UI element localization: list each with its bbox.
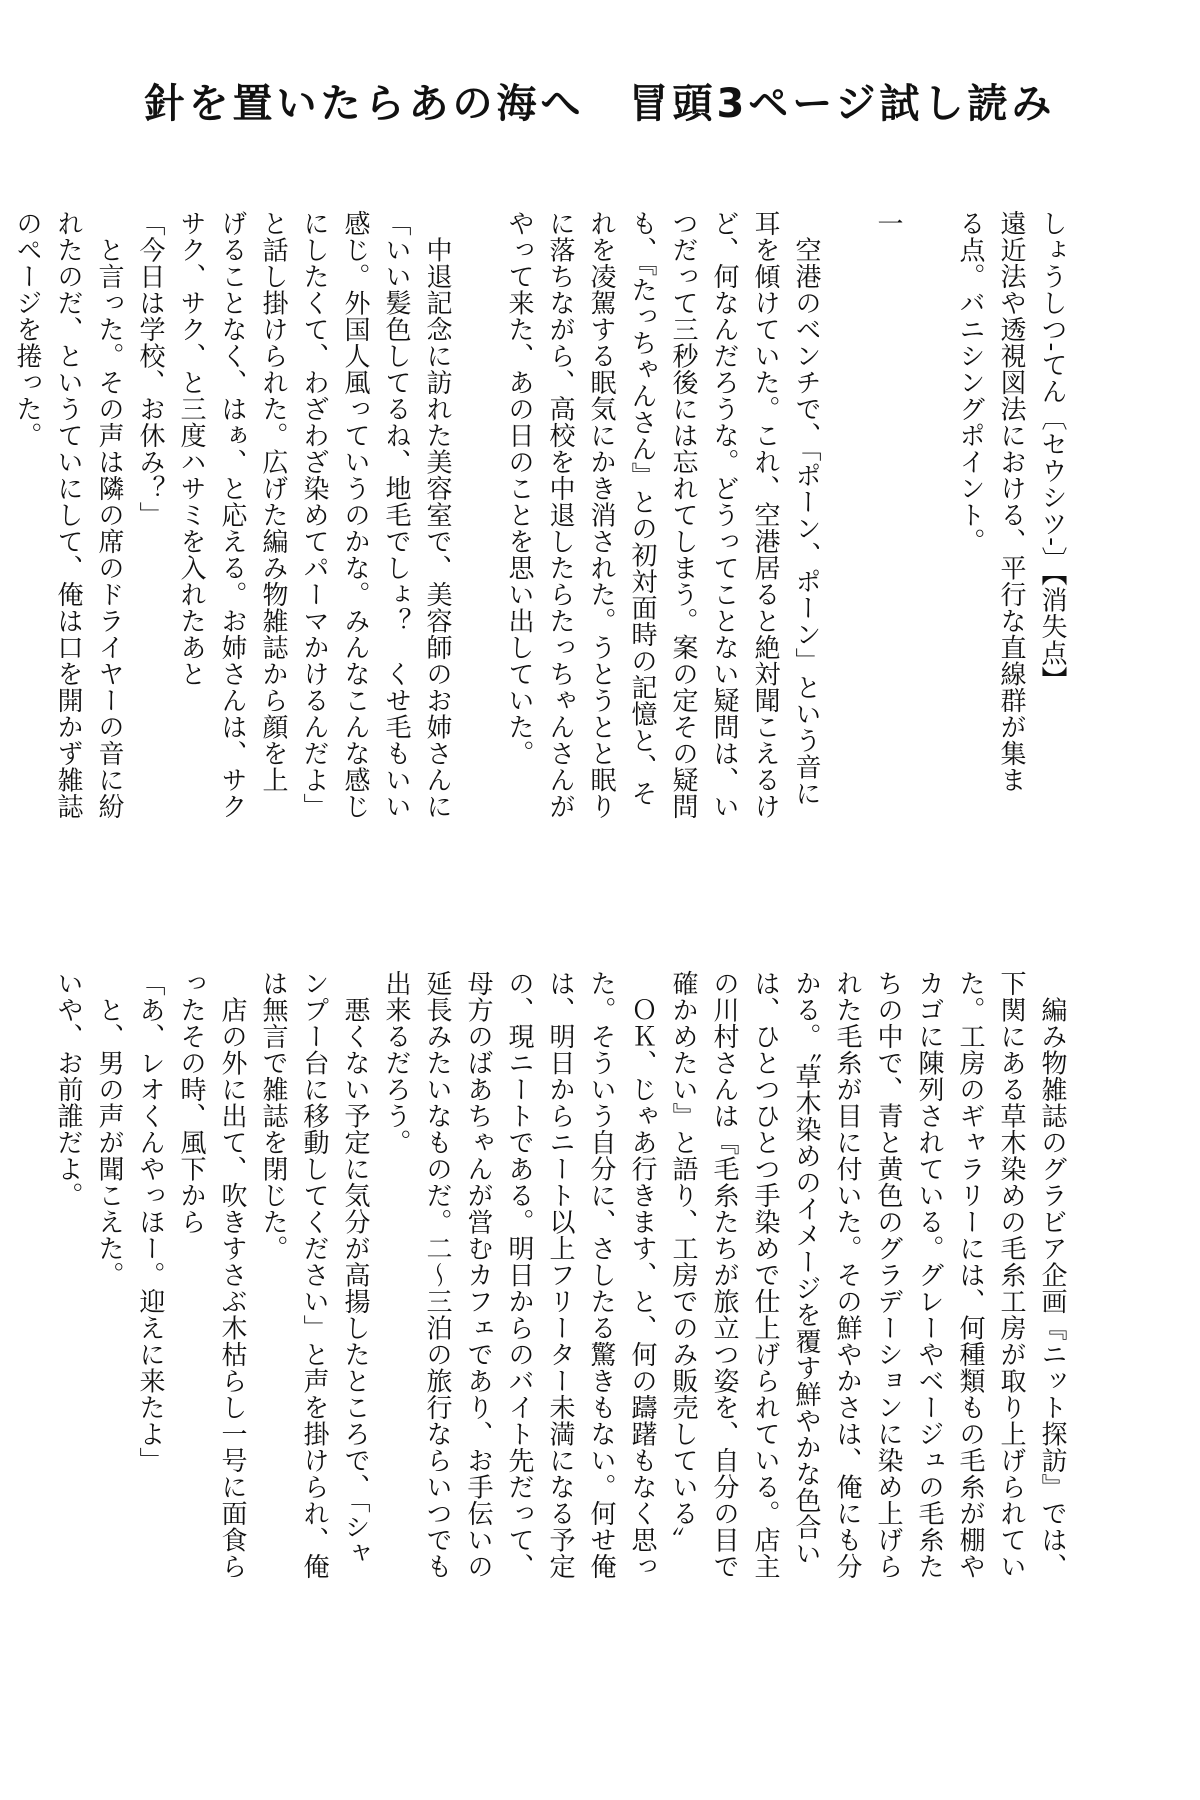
text-line: れた毛糸が目に付いた。その鮮やかさは、俺にも分 [832, 970, 862, 1580]
page-title: 針を置いたらあの海へ 冒頭3ページ試し読み [144, 81, 1056, 127]
text-line: は無言で雑誌を閉じた。 [258, 970, 288, 1262]
text-line: と話し掛けられた。広げた編み物雑誌から顔を上 [258, 210, 288, 793]
epigraph-line: しょうしつ‐てん〔セウシツ‐〕【消失点】 [1037, 210, 1067, 693]
text-line: 下関にある草木染めの毛糸工房が取り上げられてい [996, 970, 1026, 1580]
text-line: いや、お前誰だよ。 [53, 970, 83, 1209]
text-line: 耳を傾けていた。これ、空港居ると絶対聞こえるけ [750, 210, 780, 820]
text-line: かる。〝草木染めのイメージを覆す鮮やかな色合い [791, 970, 821, 1567]
text-line: も、『たっちゃんさん』との初対面時の記憶と、そ [627, 210, 657, 807]
text-line: 出来るだろう。 [381, 970, 411, 1156]
text-line: と、男の声が聞こえた。 [94, 970, 124, 1288]
spacer [457, 210, 498, 850]
text-line: た。そういう自分に、さしたる驚きもない。何せ俺 [586, 970, 616, 1580]
text-line: ったその時、風下から [176, 970, 206, 1235]
text-line: れを凌駕する眠気にかき消された。うとうとと眠り [586, 210, 616, 820]
text-line: ンプー台に移動してください」と声を掛けられ、俺 [299, 970, 329, 1580]
text-line: れたのだ、というていにして、俺は口を開かず雑誌 [53, 210, 83, 820]
text-line: の、現ニートである。明日からのバイト先だって、 [504, 970, 534, 1580]
text-line: 「あ、レオくんやっほー。迎えに来たよ」 [135, 970, 165, 1474]
text-line: 悪くない予定に気分が高揚したところで、「シャ [340, 970, 370, 1567]
text-line: ＯＫ、じゃあ行きます、と、何の躊躇もなく思っ [627, 970, 657, 1580]
text-line: 延長みたいなものだ。二～三泊の旅行ならいつでも [422, 970, 452, 1580]
text-line: 母方のばあちゃんが営むカフェであり、お手伝いの [463, 970, 493, 1580]
text-line: 空港のベンチで、「ポーン、ポーン」という音に [791, 210, 821, 807]
text-line: に落ちながら、高校を中退したらたっちゃんさんが [545, 210, 575, 820]
spacer [908, 210, 949, 850]
text-line: た。工房のギャラリーには、何種類もの毛糸が棚や [955, 970, 985, 1580]
text-line: 「いい髪色してるね、地毛でしょ？ くせ毛もいい [381, 210, 411, 820]
epigraph-line: る点。バニシングポイント。 [955, 210, 985, 555]
text-line: ど、何なんだろうな。どうってことない疑問は、い [709, 210, 739, 820]
spacer [826, 210, 867, 850]
text-line: やって来た、あの日のことを思い出していた。 [504, 210, 534, 767]
text-line: ちの中で、青と黄色のグラデーションに染め上げら [873, 970, 903, 1580]
text-line: と言った。その声は隣の席のドライヤーの音に紛 [94, 210, 124, 820]
chapter-number: 一 [873, 210, 903, 237]
text-line: げることなく、はぁ、と応える。お姉さんは、サク [217, 210, 247, 820]
text-line: 感じ。外国人風っていうのかな。みんなこんな感じ [340, 210, 370, 820]
text-line: は、ひとつひとつ手染めで仕上げられている。店主 [750, 970, 780, 1580]
text-line: 中退記念に訪れた美容室で、美容師のお姉さんに [422, 210, 452, 820]
text-line: サク、サク、と三度ハサミを入れたあと [176, 210, 206, 687]
text-line: 「今日は学校、お休み？」 [135, 210, 165, 528]
lower-text-block [53, 970, 1072, 1670]
text-line: にしたくて、わざわざ染めてパーマかけるんだよ」 [299, 210, 329, 820]
epigraph-line: 遠近法や透視図法における、平行な直線群が集ま [996, 210, 1026, 793]
text-line: は、明日からニート以上フリーター未満になる予定 [545, 970, 575, 1580]
text-line: つだって三秒後には忘れてしまう。案の定その疑問 [668, 210, 698, 820]
text-line: 確かめたい』と語り、工房でのみ販売している〟 [668, 970, 698, 1553]
upper-text-block [12, 210, 1072, 850]
text-line: 店の外に出て、吹きすさぶ木枯らし一号に面食ら [217, 970, 247, 1580]
text-line: 編み物雑誌のグラビア企画『ニット探訪』では、 [1037, 970, 1067, 1580]
text-line: のページを捲った。 [12, 210, 42, 449]
text-line: の川村さんは『毛糸たちが旅立つ姿を、自分の目で [709, 970, 739, 1580]
text-line: カゴに陳列されている。グレーやベージュの毛糸た [914, 970, 944, 1580]
